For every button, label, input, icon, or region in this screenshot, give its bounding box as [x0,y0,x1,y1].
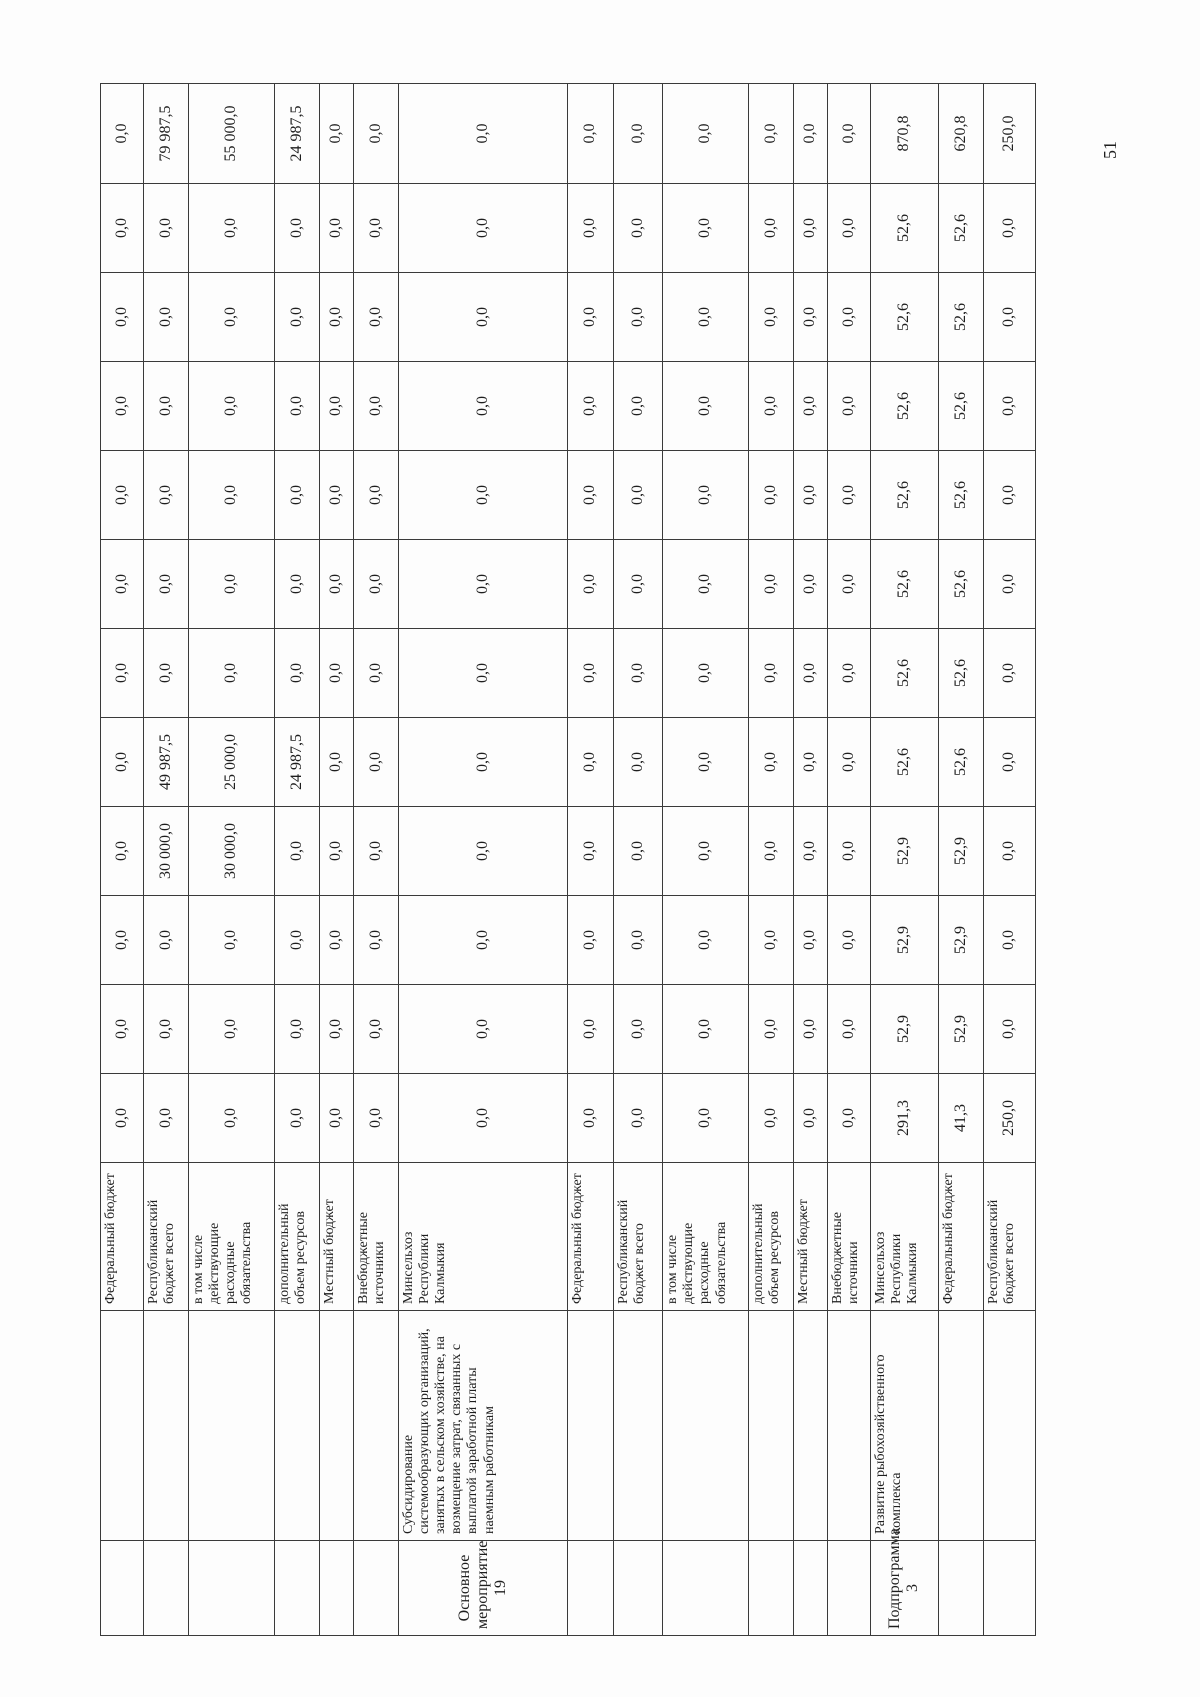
table-row [828,84,871,1636]
row-value-cell: 0,0 [320,273,354,362]
row-name-cell: Развитие рыбохозяйственного комплекса [871,1311,939,1541]
row-value-cell: 0,0 [353,540,398,629]
row-value-cell: 0,0 [613,629,663,718]
row-value-cell: 0,0 [828,1074,871,1163]
row-total-cell: 620,8 [938,84,983,184]
row-value-cell: 0,0 [749,184,794,273]
row-value-cell: 0,0 [568,184,613,273]
row-source-cell: Республиканский бюджет всего [983,1163,1035,1311]
row-value-cell: 0,0 [399,718,568,807]
row-value-cell: 25 000,0 [189,718,275,807]
table-row [794,84,828,1636]
row-value-cell: 0,0 [568,807,613,896]
row-value-cell: 0,0 [749,985,794,1074]
row-value-cell: 0,0 [568,362,613,451]
row-value-cell: 52,6 [938,629,983,718]
row-value-cell: 30 000,0 [189,807,275,896]
row-value-cell: 250,0 [983,1074,1035,1163]
row-value-cell: 0,0 [568,896,613,985]
row-value-cell: 0,0 [143,896,188,985]
row-value-cell: 52,9 [871,985,939,1074]
row-value-cell: 0,0 [828,985,871,1074]
row-source-cell: Минсельхоз Республики Калмыкия [399,1163,568,1311]
page-number: 51 [1100,141,1120,159]
row-value-cell: 0,0 [663,629,749,718]
row-value-cell: 0,0 [320,629,354,718]
row-value-cell: 0,0 [794,807,828,896]
row-value-cell: 0,0 [399,184,568,273]
row-value-cell: 0,0 [828,629,871,718]
row-value-cell: 0,0 [189,629,275,718]
row-value-cell: 0,0 [983,807,1035,896]
row-value-cell: 0,0 [320,807,354,896]
row-name-cell [663,1311,749,1541]
row-value-cell: 0,0 [613,985,663,1074]
row-main-cell [274,1541,319,1636]
row-value-cell: 0,0 [353,362,398,451]
row-value-cell: 0,0 [828,184,871,273]
row-value-cell: 52,6 [938,451,983,540]
row-value-cell: 0,0 [274,896,319,985]
row-total-cell: 0,0 [101,84,144,184]
row-value-cell: 0,0 [399,807,568,896]
row-name-cell [613,1311,663,1541]
row-value-cell: 52,6 [871,362,939,451]
row-value-cell: 0,0 [613,540,663,629]
row-value-cell: 0,0 [399,362,568,451]
row-total-cell: 0,0 [568,84,613,184]
row-value-cell: 0,0 [101,273,144,362]
table-row [143,84,188,1636]
row-value-cell: 0,0 [568,540,613,629]
row-value-cell: 0,0 [101,629,144,718]
row-value-cell: 0,0 [143,273,188,362]
row-value-cell: 52,9 [871,807,939,896]
row-value-cell: 0,0 [828,807,871,896]
row-value-cell: 0,0 [828,896,871,985]
row-value-cell: 52,6 [938,718,983,807]
row-value-cell: 0,0 [101,718,144,807]
row-value-cell: 0,0 [613,184,663,273]
row-value-cell: 0,0 [828,273,871,362]
row-value-cell: 0,0 [983,629,1035,718]
row-value-cell: 0,0 [568,1074,613,1163]
row-value-cell: 0,0 [143,362,188,451]
row-value-cell: 0,0 [399,1074,568,1163]
row-value-cell: 0,0 [353,451,398,540]
row-value-cell: 0,0 [749,896,794,985]
row-value-cell: 0,0 [568,718,613,807]
table-row [399,84,568,1636]
row-source-cell: Федеральный бюджет [938,1163,983,1311]
row-value-cell: 52,6 [871,629,939,718]
row-name-cell [101,1311,144,1541]
row-main-cell [568,1541,613,1636]
row-value-cell: 0,0 [189,896,275,985]
row-value-cell: 0,0 [983,985,1035,1074]
row-value-cell: 0,0 [320,184,354,273]
row-value-cell: 0,0 [663,807,749,896]
table-row [983,84,1035,1636]
row-total-cell: 0,0 [320,84,354,184]
table-row [749,84,794,1636]
row-total-cell: 0,0 [794,84,828,184]
row-value-cell: 41,3 [938,1074,983,1163]
row-value-cell: 0,0 [613,718,663,807]
row-source-cell: Республиканский бюджет всего [143,1163,188,1311]
table-row [274,84,319,1636]
row-value-cell: 0,0 [794,540,828,629]
row-value-cell: 0,0 [399,451,568,540]
row-value-cell: 0,0 [613,1074,663,1163]
row-value-cell: 0,0 [274,807,319,896]
row-source-cell: Республиканский бюджет всего [613,1163,663,1311]
row-value-cell: 0,0 [320,540,354,629]
row-source-cell: дополнительный объем ресурсов [749,1163,794,1311]
row-value-cell: 0,0 [274,451,319,540]
row-value-cell: 0,0 [353,629,398,718]
row-value-cell: 52,6 [871,718,939,807]
row-value-cell: 0,0 [794,985,828,1074]
row-value-cell: 0,0 [663,540,749,629]
table-row [101,84,144,1636]
row-value-cell: 0,0 [983,273,1035,362]
row-value-cell: 0,0 [794,896,828,985]
row-value-cell: 52,6 [871,184,939,273]
row-value-cell: 0,0 [399,540,568,629]
row-value-cell: 0,0 [749,1074,794,1163]
row-value-cell: 0,0 [663,184,749,273]
row-value-cell: 0,0 [320,1074,354,1163]
row-source-cell: Местный бюджет [794,1163,828,1311]
row-value-cell: 0,0 [568,985,613,1074]
row-value-cell: 0,0 [274,985,319,1074]
row-value-cell: 0,0 [794,629,828,718]
row-value-cell: 0,0 [143,451,188,540]
row-value-cell: 0,0 [749,362,794,451]
table-row [613,84,663,1636]
row-value-cell: 0,0 [101,807,144,896]
row-value-cell: 0,0 [353,896,398,985]
row-name-cell [143,1311,188,1541]
row-value-cell: 0,0 [749,807,794,896]
row-source-cell: Местный бюджет [320,1163,354,1311]
row-value-cell: 0,0 [828,540,871,629]
row-value-cell: 0,0 [828,362,871,451]
row-value-cell: 0,0 [749,629,794,718]
row-value-cell: 0,0 [613,362,663,451]
row-value-cell: 0,0 [189,451,275,540]
row-value-cell: 0,0 [143,985,188,1074]
row-value-cell: 0,0 [794,273,828,362]
budget-table [100,83,1036,1636]
row-main-cell [663,1541,749,1636]
row-main-cell [749,1541,794,1636]
row-value-cell: 0,0 [983,540,1035,629]
row-source-cell: Федеральный бюджет [568,1163,613,1311]
row-total-cell: 0,0 [828,84,871,184]
row-main-cell: Подпрограмма 3 [871,1541,939,1636]
row-name-cell [983,1311,1035,1541]
row-value-cell: 0,0 [320,896,354,985]
row-value-cell: 0,0 [320,718,354,807]
row-value-cell: 0,0 [663,451,749,540]
row-source-cell: Минсельхоз Республики Калмыкия [871,1163,939,1311]
row-value-cell: 0,0 [613,273,663,362]
row-value-cell: 52,6 [938,362,983,451]
row-value-cell: 0,0 [189,1074,275,1163]
row-value-cell: 0,0 [274,629,319,718]
row-value-cell: 0,0 [794,718,828,807]
row-value-cell: 0,0 [353,184,398,273]
row-total-cell: 0,0 [613,84,663,184]
row-total-cell: 870,8 [871,84,939,184]
row-value-cell: 52,6 [938,273,983,362]
row-value-cell: 52,9 [938,807,983,896]
row-value-cell: 0,0 [274,362,319,451]
row-value-cell: 0,0 [983,362,1035,451]
row-main-cell [828,1541,871,1636]
row-main-cell [320,1541,354,1636]
row-main-cell [983,1541,1035,1636]
row-value-cell: 0,0 [274,1074,319,1163]
row-value-cell: 0,0 [101,184,144,273]
row-name-cell [353,1311,398,1541]
row-value-cell: 0,0 [399,273,568,362]
row-value-cell: 0,0 [613,896,663,985]
row-name-cell [274,1311,319,1541]
row-value-cell: 0,0 [101,985,144,1074]
row-value-cell: 0,0 [101,451,144,540]
row-value-cell: 0,0 [353,807,398,896]
row-value-cell: 52,6 [871,273,939,362]
row-value-cell: 52,9 [871,896,939,985]
row-value-cell: 0,0 [983,718,1035,807]
row-value-cell: 0,0 [353,718,398,807]
row-value-cell: 52,6 [871,540,939,629]
row-value-cell: 0,0 [663,896,749,985]
rotated-table-frame [100,84,1036,1636]
row-value-cell: 0,0 [568,451,613,540]
row-value-cell: 0,0 [794,362,828,451]
row-value-cell: 0,0 [828,451,871,540]
row-source-cell: дополнительный объем ресурсов [274,1163,319,1311]
row-value-cell: 0,0 [320,985,354,1074]
row-value-cell: 0,0 [274,184,319,273]
row-value-cell: 0,0 [274,273,319,362]
row-main-cell [613,1541,663,1636]
row-value-cell: 52,6 [938,184,983,273]
row-total-cell: 0,0 [749,84,794,184]
row-value-cell: 0,0 [189,362,275,451]
row-value-cell: 0,0 [794,184,828,273]
row-total-cell: 79 987,5 [143,84,188,184]
row-source-cell: Федеральный бюджет [101,1163,144,1311]
row-name-cell [568,1311,613,1541]
row-value-cell: 0,0 [353,1074,398,1163]
row-value-cell: 0,0 [189,273,275,362]
row-value-cell: 49 987,5 [143,718,188,807]
row-value-cell: 0,0 [794,451,828,540]
row-value-cell: 0,0 [663,1074,749,1163]
row-value-cell: 0,0 [189,184,275,273]
row-main-cell: Основное мероприятие 19 [399,1541,568,1636]
row-value-cell: 0,0 [320,451,354,540]
row-value-cell: 0,0 [663,273,749,362]
row-value-cell: 0,0 [353,985,398,1074]
row-value-cell: 0,0 [399,629,568,718]
row-total-cell: 0,0 [663,84,749,184]
row-value-cell: 0,0 [663,362,749,451]
row-value-cell: 0,0 [320,362,354,451]
row-source-cell: Внебюджетные источники [828,1163,871,1311]
row-value-cell: 52,6 [938,540,983,629]
row-main-cell [101,1541,144,1636]
row-value-cell: 0,0 [189,540,275,629]
row-value-cell: 0,0 [399,896,568,985]
row-value-cell: 0,0 [749,718,794,807]
row-value-cell: 0,0 [101,1074,144,1163]
row-name-cell [828,1311,871,1541]
table-row [938,84,983,1636]
row-main-cell [938,1541,983,1636]
row-value-cell: 0,0 [101,362,144,451]
row-name-cell [938,1311,983,1541]
table-row [320,84,354,1636]
row-main-cell [189,1541,275,1636]
row-value-cell: 0,0 [568,273,613,362]
row-value-cell: 0,0 [749,540,794,629]
row-value-cell: 0,0 [143,540,188,629]
row-value-cell: 0,0 [613,807,663,896]
row-value-cell: 0,0 [274,540,319,629]
row-value-cell: 52,9 [938,985,983,1074]
row-value-cell: 0,0 [353,273,398,362]
row-total-cell: 0,0 [353,84,398,184]
row-source-cell: в том числе действующие расходные обязательства [663,1163,749,1311]
row-name-cell: Субсидирование системообразующих организаций, занятых в сельском хозяйстве, на возмещение затрат, связанных с выплатой заработной платы наемным работникам [399,1311,568,1541]
row-value-cell: 291,3 [871,1074,939,1163]
row-value-cell: 0,0 [983,896,1035,985]
row-total-cell: 0,0 [399,84,568,184]
table-row [871,84,939,1636]
row-name-cell [189,1311,275,1541]
row-name-cell [794,1311,828,1541]
row-main-cell [143,1541,188,1636]
row-value-cell: 0,0 [399,985,568,1074]
row-main-cell [353,1541,398,1636]
row-value-cell: 0,0 [613,451,663,540]
row-value-cell: 0,0 [749,451,794,540]
row-value-cell: 30 000,0 [143,807,188,896]
row-name-cell [320,1311,354,1541]
row-value-cell: 0,0 [189,985,275,1074]
row-total-cell: 55 000,0 [189,84,275,184]
row-total-cell: 250,0 [983,84,1035,184]
row-main-cell [794,1541,828,1636]
row-value-cell: 24 987,5 [274,718,319,807]
row-value-cell: 0,0 [101,540,144,629]
row-value-cell: 0,0 [143,629,188,718]
row-value-cell: 0,0 [663,718,749,807]
row-value-cell: 0,0 [828,718,871,807]
table-row [568,84,613,1636]
row-value-cell: 0,0 [101,896,144,985]
row-value-cell: 0,0 [663,985,749,1074]
row-value-cell: 52,9 [938,896,983,985]
row-value-cell: 0,0 [143,1074,188,1163]
row-value-cell: 0,0 [568,629,613,718]
row-value-cell: 0,0 [983,451,1035,540]
row-value-cell: 0,0 [983,184,1035,273]
table-row [353,84,398,1636]
row-source-cell: в том числе действующие расходные обязательства [189,1163,275,1311]
row-value-cell: 0,0 [794,1074,828,1163]
row-source-cell: Внебюджетные источники [353,1163,398,1311]
table-row [663,84,749,1636]
table-row [189,84,275,1636]
row-value-cell: 52,6 [871,451,939,540]
row-name-cell [749,1311,794,1541]
row-value-cell: 0,0 [749,273,794,362]
row-total-cell: 24 987,5 [274,84,319,184]
row-value-cell: 0,0 [143,184,188,273]
